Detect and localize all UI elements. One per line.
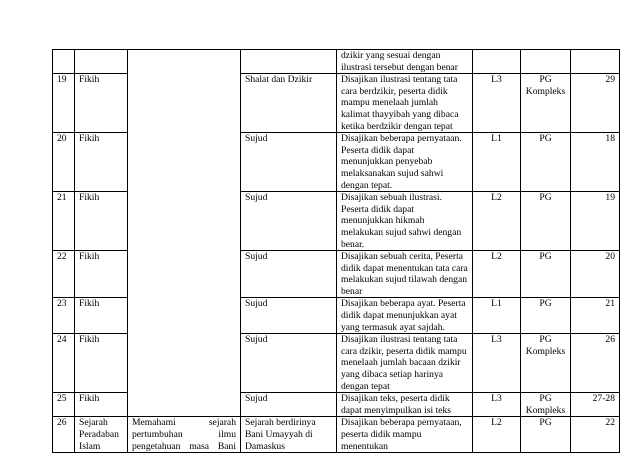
competency-cell bbox=[128, 417, 241, 453]
competency-cell-empty bbox=[128, 50, 241, 417]
question-form-cell: PG bbox=[521, 192, 571, 251]
material-cell: Sujud bbox=[241, 192, 337, 251]
indicator-cell: Disajikan beberapa pernyataan. Peserta didik dapat menunjukkan penyebab melaksanakan sujud sahwi dengan tepat. bbox=[337, 133, 473, 192]
question-form-cell: PG bbox=[521, 417, 571, 453]
subject-cell: Fikih bbox=[75, 251, 128, 298]
document-page bbox=[52, 49, 620, 453]
subject-cell: Sejarah Peradaban Islam bbox=[75, 417, 128, 453]
subject-cell: Fikih bbox=[75, 393, 128, 417]
question-form-cell: PG bbox=[521, 133, 571, 192]
competency-line: pengetahuan masa Bani bbox=[132, 440, 236, 452]
material-cell: Sujud bbox=[241, 133, 337, 192]
question-grid-table bbox=[52, 49, 620, 453]
item-number-cell: 29 bbox=[571, 74, 620, 133]
row-number-cell: 23 bbox=[53, 298, 75, 334]
indicator-cell: Disajikan beberapa pernyataan, peserta didik mampu menentukan bbox=[337, 417, 473, 453]
subject-cell: Fikih bbox=[75, 298, 128, 334]
question-form-cell: PG Kompleks bbox=[521, 393, 571, 417]
question-form-cell: PG Kompleks bbox=[521, 74, 571, 133]
material-cell: Sujud bbox=[241, 298, 337, 334]
competency-line: Memahami sejarah bbox=[132, 417, 236, 429]
row-number-cell: 24 bbox=[53, 334, 75, 393]
row-number-cell: 22 bbox=[53, 251, 75, 298]
level-cell: L3 bbox=[473, 393, 521, 417]
level-cell: L2 bbox=[473, 417, 521, 453]
item-number-cell: 18 bbox=[571, 133, 620, 192]
subject-cell: Fikih bbox=[75, 74, 128, 133]
table-row-last bbox=[53, 417, 620, 453]
indicator-cell: Disajikan ilustrasi tentang tata cara dzikir, peserta didik mampu menelaah jumlah bacaan dzikir yang dibaca setiap harinya dengan tepat bbox=[337, 334, 473, 393]
question-form-cell: PG Kompleks bbox=[521, 334, 571, 393]
item-number-cell: 20 bbox=[571, 251, 620, 298]
level-cell: L2 bbox=[473, 192, 521, 251]
level-cell: L3 bbox=[473, 74, 521, 133]
row-number-cell: 26 bbox=[53, 417, 75, 453]
subject-cell: Fikih bbox=[75, 133, 128, 192]
row-number-cell: 21 bbox=[53, 192, 75, 251]
level-cell: L2 bbox=[473, 251, 521, 298]
question-form-cell: PG bbox=[521, 251, 571, 298]
table-row-continuation bbox=[53, 50, 620, 74]
material-cell: Sejarah berdirinya Bani Umayyah di Damaskus bbox=[241, 417, 337, 453]
item-number-cell: 21 bbox=[571, 298, 620, 334]
row-number-cell: 19 bbox=[53, 74, 75, 133]
indicator-cell: Disajikan ilustrasi tentang tata cara berdzikir, peserta didik mampu menelaah jumlah kalimat thayyibah yang dibaca ketika berdzikir dengan tepat bbox=[337, 74, 473, 133]
item-number-cell: 19 bbox=[571, 192, 620, 251]
indicator-cell: dzikir yang sesuai dengan ilustrasi tersebut dengan benar bbox=[337, 50, 473, 74]
material-cell: Sujud bbox=[241, 334, 337, 393]
row-number-cell: 25 bbox=[53, 393, 75, 417]
level-cell: L1 bbox=[473, 133, 521, 192]
question-form-cell: PG bbox=[521, 298, 571, 334]
item-number-cell: 27-28 bbox=[571, 393, 620, 417]
row-number-cell: 20 bbox=[53, 133, 75, 192]
indicator-cell: Disajikan sebuah ilustrasi. Peserta didik dapat menunjukkan hikmah melakukan sujud sahwi dengan benar. bbox=[337, 192, 473, 251]
level-cell: L3 bbox=[473, 334, 521, 393]
material-cell: Sujud bbox=[241, 393, 337, 417]
level-cell: L1 bbox=[473, 298, 521, 334]
competency-line: pertumbuhan ilmu bbox=[132, 429, 236, 440]
material-cell: Shalat dan Dzikir bbox=[241, 74, 337, 133]
item-number-cell: 22 bbox=[571, 417, 620, 453]
item-number-cell: 26 bbox=[571, 334, 620, 393]
subject-cell: Fikih bbox=[75, 192, 128, 251]
material-cell: Sujud bbox=[241, 251, 337, 298]
indicator-cell: Disajikan beberapa ayat. Peserta didik dapat menunjukkan ayat yang termasuk ayat sajdah. bbox=[337, 298, 473, 334]
subject-cell: Fikih bbox=[75, 334, 128, 393]
indicator-cell: Disajikan sebuah cerita, Peserta didik dapat menentukan tata cara melakukan sujud tilawah dengan benar bbox=[337, 251, 473, 298]
indicator-cell: Disajikan teks, peserta didik dapat menyimpulkan isi teks bbox=[337, 393, 473, 417]
